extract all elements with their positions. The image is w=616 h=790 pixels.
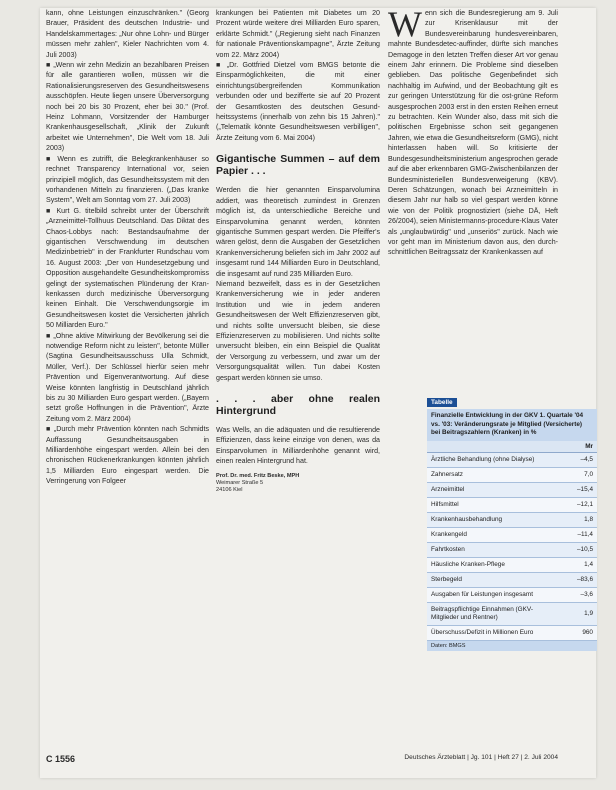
section-heading: . . . aber ohne realen Hintergrund <box>216 393 380 417</box>
row-value: –15,4 <box>577 485 593 493</box>
row-value: 1,9 <box>584 609 593 617</box>
row-value: –3,6 <box>580 590 593 598</box>
row-value: –10,5 <box>577 545 593 553</box>
row-label: Beitragspflichtige Einnahmen (GKV-Mitglieder und Rentner) <box>431 605 533 621</box>
paragraph: ■ „Ohne aktive Mitwirkung der Bevölkerung sei die notwendige Reform nicht zu leisten", betonte Müller (Sagtina Gesundheitsausschuss Ulla Schmidt, Müller, Verf.). Der Schlüssel hierfür seien mehr Prävention und Eigenverantwortung. Auf diese Weise könnten langfristig in Deutschland jährlich bis zu 30 Milliarden Euro gespart werden. („Bayern setzt große Hoffnungen in die Prävention", Ärzte Zeitung vom 2. März 2004) <box>46 331 209 423</box>
table-row <box>427 528 597 543</box>
row-label: Krankenhausbehandlung <box>431 515 503 523</box>
row-label: Ausgaben für Leistungen insgesamt <box>431 590 533 598</box>
author-name: Prof. Dr. med. Fritz Beske, MPH <box>216 472 300 479</box>
row-label: Häusliche Kranken-Pflege <box>431 560 505 568</box>
table-body <box>427 453 597 641</box>
table-row <box>427 626 597 641</box>
author-block <box>216 473 380 494</box>
row-value: 960 <box>582 628 593 636</box>
table-row <box>427 543 597 558</box>
row-value: –4,5 <box>580 455 593 463</box>
table-row <box>427 513 597 528</box>
paragraph: ■ „Durch mehr Prävention könnten nach Schmidts Auffassung Gesundheitsausgaben in Milliardenhöhe eingespart werden. Allein bei den chronischen Rückenerkrankungen könnten jährlich 1,5 Milliarden Euro eingespart werden. Die Verringerung von Folgeer <box>46 425 209 486</box>
row-label: Überschuss/Defizit in Millionen Euro <box>431 628 534 636</box>
paragraph: kann, ohne Leistungen einzuschränken." (Georg Brauer, Präsident des deutschen Industrie- und Handelskammertages: „Nur ohne Lohn- und Bürger müssen mehr zahlen", Kieler Nachrichten vom 4. Juli 2003) <box>46 9 209 59</box>
article-column-middle <box>216 8 380 563</box>
paragraph: ■ „Dr. Gottfried Dietzel vom BMGS betonte die Einsparmöglichkeiten, die mit einer einrichtungsübergreifenden Kommunikation verbunden oder und bezifferte sie auf 20 Prozent der Gesamtkosten des deutschen Gesundheitssystems (innerhalb von zehn bis 15 Jahren)." („Telematik könnte Gesundheitswesen verbilligen", Ärzte Zeitung vom 6. Mai 2004) <box>216 61 380 142</box>
lead-paragraph <box>388 8 558 258</box>
row-value: 1,8 <box>584 515 593 523</box>
paragraph: ■ „Wenn wir zehn Medizin an bezahlbaren Preisen für alle garantieren wollen, müssen wir die Rationalisierungsreserven des Gesundheitswesens ausschöpfen. Heute liegen unsere Überversorgung noch bei 20 bis 30 Prozent, eher bei 30." (Prof. Heinz Lohmann, Vorsitzender der Hamburger Krankenhausgesellschaft, „Klinik der Zukunft arbeitet wie Unternehmen", Die Welt vom 18. Juli 2003) <box>46 61 209 153</box>
table-row <box>427 453 597 468</box>
row-value: 7,0 <box>584 470 593 478</box>
table-row <box>427 483 597 498</box>
row-value: –11,4 <box>577 530 593 538</box>
row-value: 1,4 <box>584 560 593 568</box>
paragraph: ■ Wenn es zutrifft, die Belegkrankenhäuser so rechnet Transparency International vor, seien prinzipiell möglich, das Gesundheitssystem mit den vorhandenen Mitteln zu finanzieren. („Das kranke System", Welt am Sonntag vom 27. Juli 2003) <box>46 154 209 205</box>
table-row <box>427 498 597 513</box>
table-row <box>427 558 597 573</box>
table-tag: Tabelle <box>427 398 457 407</box>
article-column-left <box>46 8 209 738</box>
row-value: –83,6 <box>577 575 593 583</box>
paragraph: Niemand bezweifelt, dass es in der Gesetzlichen Krankenversicherung wie in jeder anderen Institution und wie in jedem anderen Gesundheitswesen der Welt Effizienzreserven gibt, und nichts sollte unversucht bleiben, sie diese Effizienzreserven zu mobilisieren. Und nichts sollte unversucht bleiben, ein einn Beispiel die Qualität der Versorgung zu verbessern, und zwar um der Versorgungsqualität willen. Tun dabei Kosten gespart werden können sie umso. <box>216 279 380 382</box>
drop-cap: W <box>388 8 422 44</box>
table-row <box>427 588 597 603</box>
journal-citation: Deutsches Ärzteblatt | Jg. 101 | Heft 27 | 2. Juli 2004 <box>404 754 558 761</box>
row-value: –12,1 <box>577 500 593 508</box>
paragraph: krankungen bei Patienten mit Diabetes um 20 Prozent würde weitere drei Milliarden Euro sparen, erklärte Schmidt." („Regierung sieht nach Finanzen für nationale Präventionskampagne", Ärzte Zeitung vom 22. März 2004) <box>216 9 380 59</box>
data-table <box>427 398 597 651</box>
row-label: Hilfsmittel <box>431 500 459 508</box>
paragraph: enn sich die Bundesregierung am 9. Juli zur Krisenklausur mit der Bundesvereinbarung hundesvereinbaren, mahnte Bundesdetec-auffinder, dürfte sich manches Demagoge in den letzten Treffen dieser Art vor genau einem Jahr erinnern. Die Probleme sind dieselben geblieben. Das politische Gegenbefindet sich nachhaltig im Aufwind, und der Beobachtung gilt es zur geringen Unterstützung für die ost-grüne Reform ausgesprochen 2003 erst in den ersten Reihen erneut zu betrachten. Kein Wunder also, dass mit sich die politischen Ergebnisse schon seit gegangenen Jahren, wie etwa die Gesundheitsreform (GMG), nicht hinterlassen haben will. So kritisierte der Bundesgesundheitsministerium angesprochen gerade auf die aber erkennbaren GMG-Zwischenbilanzen der Bundesministeriellen Bundesverweigerung (KBV). Deren Schätzungen, wonach bei Arzneimitteln in diesem Jahr nur halb so viel gespart werden könne wie von der Politik prognostiziert (siehe DÄ, Heft 26/2004), seien Ministermanns-procedure-Klaus Vater als „unglaubwürdig" und „unseriös" zurück. Nach wie vor geht man im Ministerium davon aus, den durch-schnittlichen Beitragssatz der Krankenkassen auf <box>388 9 558 257</box>
table-row <box>427 603 597 626</box>
page-number: C 1556 <box>46 754 76 764</box>
page-footer <box>46 754 558 764</box>
table-source: Daten: BMGS <box>427 641 597 651</box>
row-label: Ärztliche Behandlung (ohne Dialyse) <box>431 455 535 463</box>
article-column-right <box>388 8 558 398</box>
paragraph: Was Wells, an die adäquaten und die resultierende Effizienzen, dass keine einzige von denen, was da Einsparvolumen in Milliardenhöhe genannt wird, einen realen Hintergrund hat. <box>216 426 380 466</box>
table-row <box>427 468 597 483</box>
author-city: 24106 Kiel <box>216 486 243 493</box>
table-caption: Finanzielle Entwicklung in der GKV 1. Quartale '04 vs. '03: Veränderungsrate je Mitglied (Versicherte) bei Beitragszahlern (Kranken) in % <box>427 409 597 441</box>
paragraph: ■ Kurt G. titelbild schreibt unter der Überschrift „Arzneimittel-Tollhuus Deutschland. Das Diktat des Chaos-Lobbys nach: Bestandsaufnahme der gigantischen Verschwendung im deutschen Medizinbetrieb" in der Frankfurter Rundschau vom 16. August 2003: „Der von Hundesetzgebung und Opposition ausgehandelte Gesundheitskompromiss gelingt der systematischen Plünderung der Krankenkassen durch medizinische Überversorgung keinen Einhalt. Die Verschwendungsorgie im Gesundheitswesen kostet die Versicherten jährlich 50 Milliarden Euro." <box>46 206 209 330</box>
row-label: Arzneimittel <box>431 485 465 493</box>
table-header <box>427 441 597 453</box>
row-label: Sterbegeld <box>431 575 462 583</box>
section-heading: Gigantische Summen – auf dem Papier . . . <box>216 153 380 178</box>
row-label: Zahnersatz <box>431 470 463 478</box>
table-column-header: Mr <box>585 442 593 450</box>
row-label: Krankengeld <box>431 530 467 538</box>
row-label: Fahrtkosten <box>431 545 465 553</box>
table-row <box>427 573 597 588</box>
paragraph: Werden die hier genannten Einsparvolumina addiert, was theoretisch zumindest in Grenzen möglich ist, da unterschiedliche Bereiche und Einsparvolumina genannt werden, könnten gigantische Summen gespart werden. Die Pfeiffer's wären gelöst, denn die Ausgaben der Gesetzlichen Krankenversicherung beliefen sich im Jahr 2002 auf insgesamt rund 144 Milliarden Euro in Deutschland, die insgesamt auf rund 235 Milliarden Euro. <box>216 186 380 278</box>
author-address: Weimarer Straße 5 <box>216 479 264 486</box>
